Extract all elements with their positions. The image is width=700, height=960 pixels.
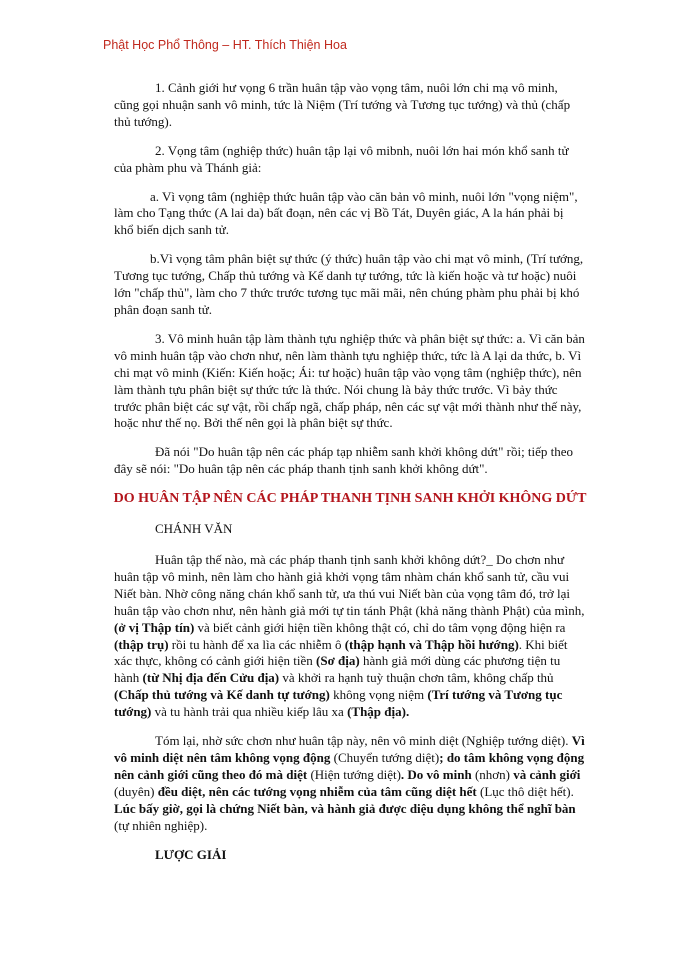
bold-run: (thập trụ) <box>114 636 169 652</box>
bold-run: và cảnh giới <box>513 766 581 782</box>
bold-run: (ở vị Thập tín) <box>114 619 195 635</box>
running-header: Phật Học Phổ Thông – HT. Thích Thiện Hoa <box>103 38 347 52</box>
text-run: (nhơn) <box>471 766 514 782</box>
bold-run: (Sơ địa) <box>316 653 360 669</box>
paragraph-2: 2. Vọng tâm (nghiệp thức) huân tập lại vô mibnh, nuôi lớn hai món khổ sanh tử của phàm phu và Thánh giả: <box>114 142 569 175</box>
bold-run: (Trí tướng và Tương tục tướng) <box>114 687 563 720</box>
paragraph-summary <box>114 733 586 834</box>
text-run: (duyên) <box>114 783 158 799</box>
paragraph-3: 3. Vô minh huân tập làm thành tựu nghiệp thức và phân biệt sự thức: a. Vì căn bản vô minh huân tập vào chơn như, nên làm thành tựu nghiệp thức, tức là A lại da thức, b. Vì chi mạt vô minh (Kiến: Kiến hoặc; Ái: tư hoặc) huân tập vào vọng tâm (nghiệp thức), nên làm thành tựu phân biệt sự thức tức là thức. Nói chung là bảy thức trước. Vì bảy thức trước phân biệt các sự vật, rồi chấp ngã, chấp pháp, nên các sự vật mới thành như thế này, hoặc như thế nọ. Bởi thế nên gọi là phân biệt sự thức. <box>114 330 585 431</box>
bold-run: đều diệt, nên các tướng vọng nhiễm của tâm cũng diệt hết <box>157 783 477 799</box>
bold-run: (từ Nhị địa đến Cửu địa) <box>142 670 280 686</box>
text-run: và biết cảnh giới hiện tiền không thật có, chỉ do tâm vọng động hiện ra <box>194 619 566 635</box>
text-run: (tự nhiên nghiệp). <box>114 817 208 833</box>
text-run: . Khi biết xác thực, không có cảnh giới hiện tiền <box>114 636 568 669</box>
section-title: DO HUÂN TẬP NÊN CÁC PHÁP THANH TỊNH SANH KHỞI KHÔNG DỨT <box>113 491 587 507</box>
text-run: và khởi ra hạnh tuỳ thuận chơn tâm, không chấp thủ <box>279 670 554 686</box>
text-run: Tóm lại, nhờ sức chơn như huân tập này, nên vô minh diệt (Nghiệp tướng diệt). <box>155 733 572 749</box>
paragraph-chanh-van <box>114 552 586 721</box>
luoc-giai-label: LƯỢC GIẢI <box>155 846 227 862</box>
text-run: rồi tu hành để xa lìa các nhiễm ô <box>168 636 345 652</box>
page-content <box>114 80 586 877</box>
bold-run: (Chấp thủ tướng và Kế danh tự tướng) <box>114 687 330 703</box>
text-run: Huân tập thế nào, mà các pháp thanh tịnh sanh khởi không dứt?_ Do chơn như huân tập vô minh, nên làm cho hành giả khởi vọng tâm nhàm chán khổ sanh tử, cầu vui Niết bàn. Nhờ công năng chán khổ sanh tử, ưa thú vui Niết bàn của vọng tâm đó, trở lại huân tập vào chơn như, nên hành giả mới tự tin tánh Phật (khả năng thành Phật) của mình, <box>114 552 585 618</box>
bold-run: (Thập địa). <box>347 704 410 720</box>
paragraph-transition: Đã nói "Do huân tập nên các pháp tạp nhiễm sanh khởi không dứt" rồi; tiếp theo đây sẽ nói: "Do huân tập nên các pháp thanh tịnh sanh khởi không dứt". <box>114 444 574 477</box>
paragraph-2b: b.Vì vọng tâm phân biệt sự thức (ý thức) huân tập vào chi mạt vô minh, (Trí tướng, Tương tục tướng, Chấp thủ tướng và Kế danh tự tướng, tức là kiến hoặc và tư hoặc) nuôi lớn "chấp thủ", làm cho 7 thức trước tương tục mãi mãi, nên chúng phàm phu phải bị khó phân đoạn sanh tử. <box>114 251 584 317</box>
text-run: và tu hành trải qua nhiều kiếp lâu xa <box>151 704 348 720</box>
bold-run: ; do tâm không vọng động nên cảnh giới cũng theo đó mà diệt <box>114 750 585 782</box>
text-run: (Lục thô diệt hết). <box>476 783 574 799</box>
bold-run: . Do vô minh <box>400 766 472 782</box>
text-run: (Hiện tướng diệt) <box>307 766 401 782</box>
bold-run: (thập hạnh và Thập hồi hướng) <box>344 636 519 652</box>
bold-run: Lúc bấy giờ, gọi là chứng Niết bàn, và hành giả được diệu dụng không thể nghĩ bàn <box>114 800 576 816</box>
text-run: hành giả mới dùng các phương tiện tu hành <box>114 653 561 686</box>
bold-run: Vì vô minh diệt nên tâm không vọng động <box>114 733 585 765</box>
text-run: (Chuyển tướng diệt) <box>330 750 440 765</box>
chanh-van-label: CHÁNH VĂN <box>155 521 233 537</box>
paragraph-1: 1. Cảnh giới hư vọng 6 trần huân tập vào vọng tâm, nuôi lớn chi mạ vô minh, cũng gọi nhuận sanh vô minh, tức là Niệm (Trí tướng và Tương tục tướng) và thủ (chấp thủ tướng). <box>114 80 571 129</box>
text-run: không vọng niệm <box>329 687 428 703</box>
paragraph-2a: a. Vì vọng tâm (nghiệp thức huân tập vào căn bản vô minh, nuôi lớn "vọng niệm", làm cho Tạng thức (A lai da) bất đoạn, nên các vị Bồ Tát, Duyên giác, A la hán phải bị khổ biến dịch sanh tử. <box>114 188 578 238</box>
